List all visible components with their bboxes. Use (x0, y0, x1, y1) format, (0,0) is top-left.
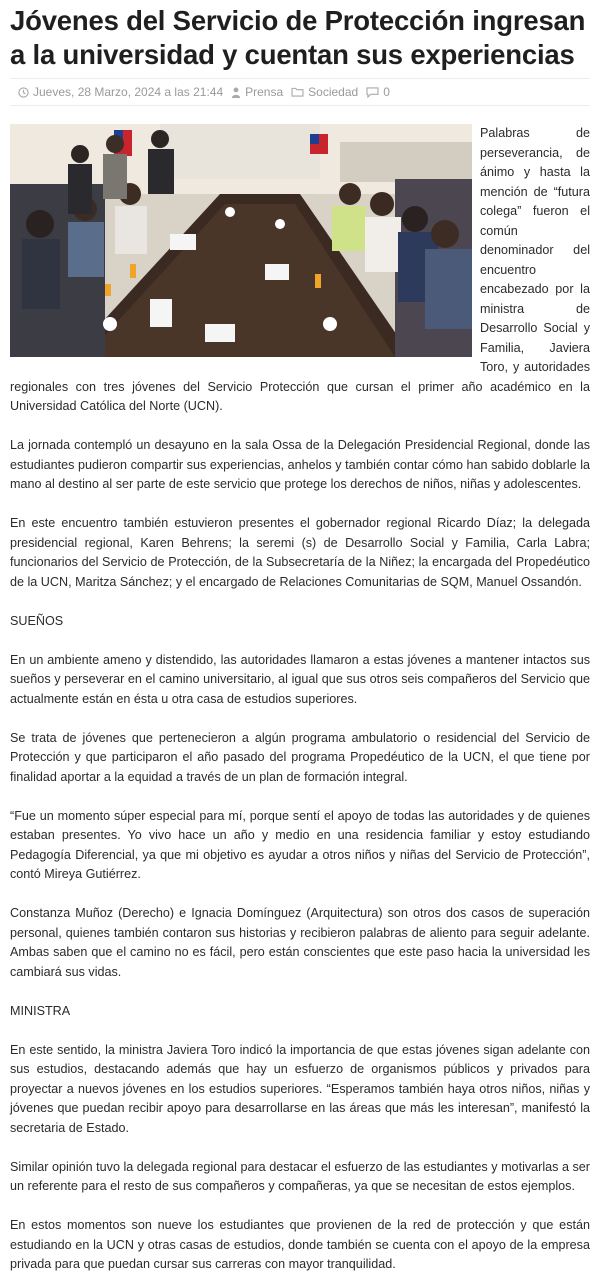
meta-category-text: Sociedad (308, 85, 359, 99)
paragraph-4: En un ambiente ameno y distendido, las autoridades llamaron a estas jóvenes a mantener intactos sus sueños y perseverar en el camino universitario, al igual que sus otros seis compañeros del Servicio que actualmente están en ésta u otra casa de estudios superiores. (10, 652, 590, 706)
paragraph-1: Palabras de perseverancia, de ánimo y hasta la mención de “futura colega” fueron el común denominador del encuentro encabezado por la ministra de Desarrollo Social y Familia, Javiera Toro, y autoridades regionales con tres jóvenes del Servicio Protección que cursan el primer año académico en la Universidad Católica del Norte (UCN). (10, 126, 590, 413)
paragraph-2: La jornada contempló un desayuno en la sala Ossa de la Delegación Presidencial Regional, donde las estudiantes pudieron compartir sus experiencias, anhelos y también contar cómo han sabido doblarle la mano al destino al ser parte de este servicio que protege los derechos de niños, niñas y adolescentes. (10, 438, 590, 491)
paragraph-9: Similar opinión tuvo la delegada regional para destacar el esfuerzo de las estudiantes y motivarlas a ser un referente para el resto de sus compañeros y compañeras, ya que se necesitan de estos ejemplos. (10, 1159, 590, 1193)
article-title: Jóvenes del Servicio de Protección ingresan a la universidad y cuentan sus experiencias (10, 5, 586, 70)
meta-category[interactable] (291, 85, 358, 99)
meta-author[interactable] (231, 85, 283, 99)
paragraph-3: En este encuentro también estuvieron presentes el gobernador regional Ricardo Díaz; la delegada presidencial regional, Karen Behrens; la seremi (s) de Desarrollo Social y Familia, Carla Labra; funcionarios del Servicio de Protección, de la Subsecretaría de la Niñez; la encargada del Propedéutico de la UCN, Maritza Sánchez; y el encargado de Relaciones Comunitarias de SQM, Manuel Ossandón. (10, 516, 590, 589)
comment-icon (366, 87, 379, 98)
section-heading-suenos: SUEÑOS (10, 613, 64, 628)
folder-icon (291, 87, 304, 97)
paragraph-6: “Fue un momento súper especial para mí, porque sentí el apoyo de todas las autoridades y de quienes estaban presentes. Yo vivo hace un año y medio en una residencia familiar y estoy estudiando Pedagogía Diferencial, ya que mi objetivo es ayudar a otros niños y niñas del Servicio de Protección”, contó Mireya Gutiérrez. (10, 808, 590, 881)
clock-icon (18, 87, 29, 98)
meta-author-text: Prensa (245, 85, 284, 99)
section-heading-ministra: MINISTRA (10, 1003, 71, 1018)
user-icon (231, 87, 241, 98)
paragraph-5: Se trata de jóvenes que pertenecieron a algún programa ambulatorio o residencial del Servicio de Protección y que participaron el año pasado del programa Propedéutico de la UCN, el que tiene por finalidad aportar a la equidad a través de un plan de formación integral. (10, 730, 590, 784)
paragraph-10: En estos momentos son nueve los estudiantes que provienen de la red de protección y que están estudiando en la UCN y otras casas de estudios, donde también se cuenta con el apoyo de la empresa privada para que puedan cursar sus carreras con mayor tranquilidad. (10, 1218, 590, 1271)
article-photo (10, 124, 472, 357)
meta-date (18, 85, 223, 99)
paragraph-8: En este sentido, la ministra Javiera Toro indicó la importancia de que estas jóvenes sigan adelante con sus estudios, destacando además que hay un esfuerzo de organismos públicos y privados para proyectar a nuevos jóvenes en los estudios superiores. “Esperamos también haya otros niños, niñas y jóvenes que puedan recibir apoyo para desarrollarse en las áreas que más les interesan”, manifestó la secretaria de Estado. (10, 1042, 590, 1135)
meta-date-text: Jueves, 28 Marzo, 2024 a las 21:44 (33, 85, 224, 99)
meta-comments[interactable] (366, 85, 390, 99)
paragraph-7: Constanza Muñoz (Derecho) e Ignacia Domínguez (Arquitectura) son otros dos casos de superación personal, quienes también contaron sus historias y recibieron palabras de aliento para seguir adelante. Ambas saben que el camino no es fácil, pero están conscientes que este paso hacia la universidad les cambiará sus vidas. (10, 906, 590, 979)
article-content (10, 124, 590, 1275)
meta-comments-count: 0 (383, 85, 390, 99)
article-meta (10, 78, 590, 106)
